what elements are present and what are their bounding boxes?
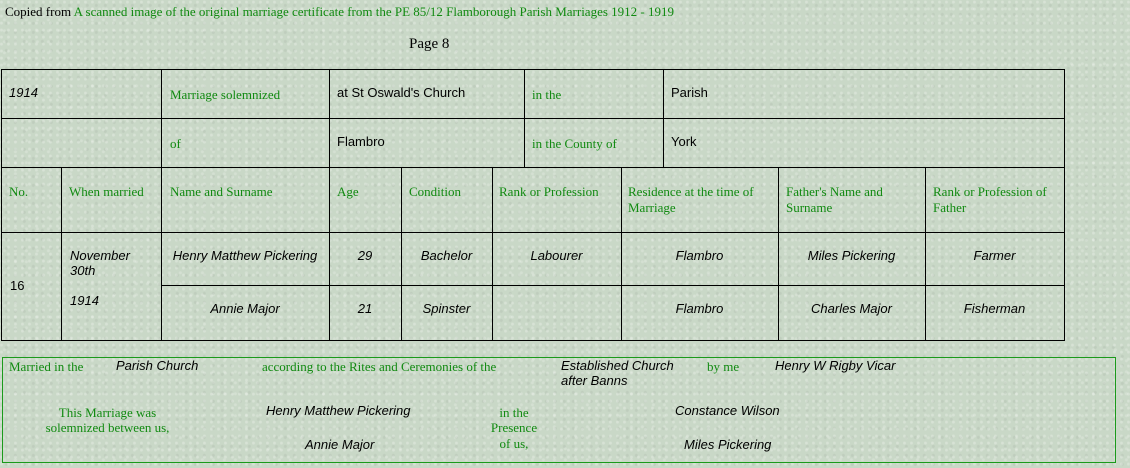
column-header-when-married: When married bbox=[69, 184, 144, 199]
town-value: Flambro bbox=[337, 134, 385, 149]
source-description: A scanned image of the original marriage certificate from the PE 85/12 Flamborough Parish Marriages 1912 - 1919 bbox=[73, 4, 674, 19]
groom-father-rank: Farmer bbox=[973, 248, 1016, 263]
column-header-age: Age bbox=[337, 184, 359, 199]
party-groom: Henry Matthew Pickering bbox=[266, 403, 411, 418]
bride-father-rank: Fisherman bbox=[963, 301, 1026, 316]
rite-name: Established Church bbox=[561, 358, 674, 373]
copied-from-label: Copied from bbox=[5, 4, 72, 19]
of-label: of bbox=[170, 136, 181, 151]
groom-residence: Flambro bbox=[675, 248, 724, 263]
between-label-line2: solemnized between us, bbox=[45, 420, 170, 435]
rite-detail: after Banns bbox=[561, 373, 628, 388]
groom-condition: Bachelor bbox=[420, 248, 473, 263]
in-the-label: in the bbox=[532, 87, 562, 102]
county-label: in the County of bbox=[532, 136, 617, 151]
bride-age: 21 bbox=[357, 301, 373, 316]
bride-father-name: Charles Major bbox=[811, 301, 892, 316]
groom-age: 29 bbox=[357, 248, 373, 263]
presence-label-line1: in the bbox=[499, 405, 529, 420]
source-line bbox=[5, 4, 674, 20]
date-year: 1914 bbox=[70, 293, 99, 308]
church-name: at St Oswald's Church bbox=[337, 85, 466, 100]
presence-label-line3: of us, bbox=[499, 436, 529, 451]
party-bride: Annie Major bbox=[305, 437, 375, 452]
year-cell: 1914 bbox=[9, 85, 38, 100]
column-header-rank: Rank or Profession bbox=[499, 184, 599, 199]
bride-name: Annie Major bbox=[210, 301, 280, 316]
column-header-condition: Condition bbox=[409, 184, 462, 199]
groom-name: Henry Matthew Pickering bbox=[172, 248, 318, 263]
date-day: 30th bbox=[70, 263, 96, 278]
rites-label: according to the Rites and Ceremonies of the bbox=[262, 359, 497, 374]
column-header-no: No. bbox=[9, 184, 29, 199]
bride-condition: Spinster bbox=[422, 301, 471, 316]
married-in-label: Married in the bbox=[9, 359, 84, 374]
marriage-solemnized-label: Marriage solemnized bbox=[170, 87, 281, 102]
groom-father-name: Miles Pickering bbox=[807, 248, 896, 263]
by-me-label: by me bbox=[707, 359, 740, 374]
date-month: November bbox=[70, 248, 130, 263]
bride-residence: Flambro bbox=[675, 301, 724, 316]
column-header-father-name: Father's Name and Surname bbox=[786, 184, 883, 215]
column-header-name: Name and Surname bbox=[170, 184, 273, 199]
between-label-line1: This Marriage was bbox=[58, 405, 157, 420]
presence-label-line2: Presence bbox=[490, 420, 538, 435]
officiant-name: Henry W Rigby Vicar bbox=[775, 358, 896, 373]
groom-rank: Labourer bbox=[530, 248, 583, 263]
column-header-residence: Residence at the time of Marriage bbox=[628, 184, 754, 215]
page-label: Page 8 bbox=[409, 36, 450, 52]
church-type: Parish Church bbox=[116, 358, 199, 373]
entry-number: 16 bbox=[10, 278, 25, 293]
column-header-father-rank: Rank or Profession of Father bbox=[933, 184, 1047, 215]
witness-2: Miles Pickering bbox=[684, 437, 772, 452]
county-value: York bbox=[671, 134, 697, 149]
parish-value: Parish bbox=[671, 85, 708, 100]
witness-1: Constance Wilson bbox=[675, 403, 780, 418]
